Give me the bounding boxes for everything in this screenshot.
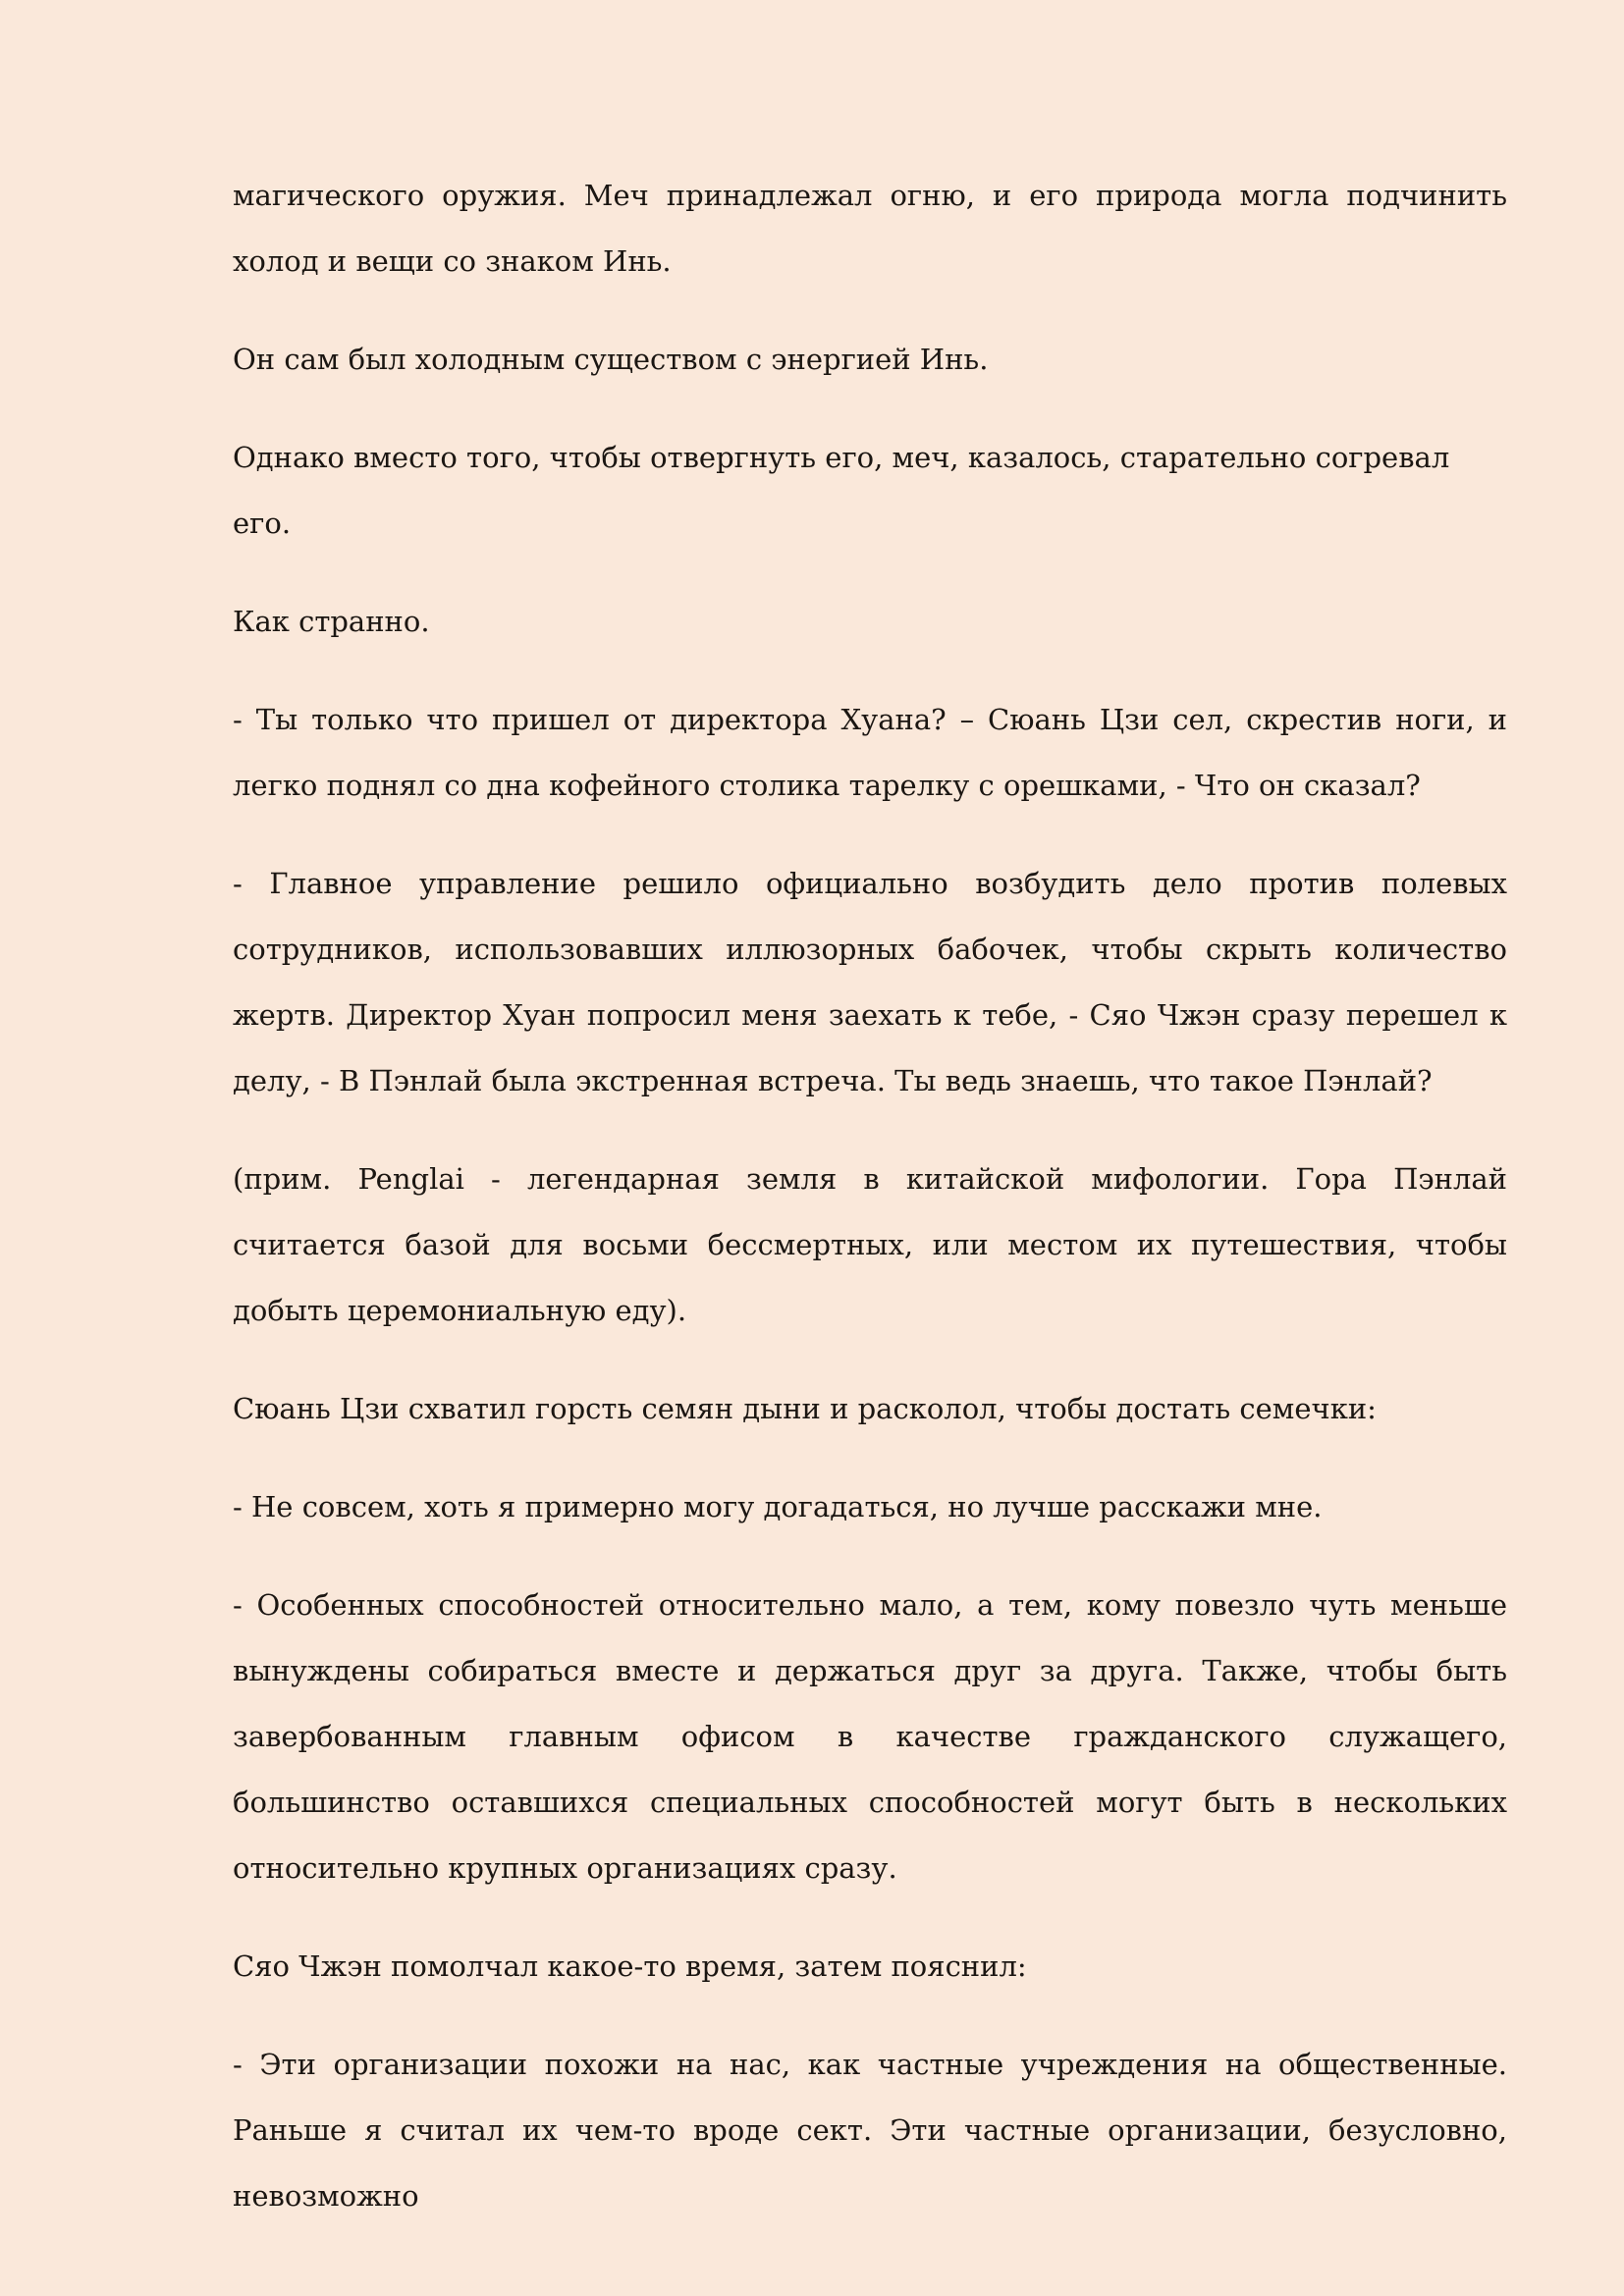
paragraph-10: - Особенных способностей относительно мало, а тем, кому повезло чуть меньше вынуждены собираться вместе и держаться друг за друга. Также, чтобы быть завербованным главным офисом в качестве гражданского служащего, большинство оставшихся специальных способностей могут быть в нескольких относительно крупных организациях сразу. [233,1588,1507,1885]
paragraph-5: - Ты только что пришел от директора Хуана? – Сюань Цзи сел, скрестив ноги, и легко поднял со дна кофейного столика тарелку с орешками, - Что он сказал? [233,703,1507,802]
document-page [233,163,1507,2262]
paragraph-11: Сяо Чжэн помолчал какое-то время, затем пояснил: [233,1949,1027,1983]
paragraph-12: - Эти организации похожи на нас, как частные учреждения на общественные. Раньше я считал их чем-то вроде сект. Эти частные организации, безусловно, невозможно [233,2048,1507,2213]
paragraph-9: - Не совсем, хоть я примерно могу догадаться, но лучше расскажи мне. [233,1490,1323,1523]
paragraph-6: - Главное управление решило официально возбудить дело против полевых сотрудников, использовавших иллюзорных бабочек, чтобы скрыть количество жертв. Директор Хуан попросил меня заехать к тебе, - Сяо Чжэн сразу перешел к делу, - В Пэнлай была экстренная встреча. Ты ведь знаешь, что такое Пэнлай? [233,867,1507,1097]
paragraph-7: (прим. Penglai - легендарная земля в китайской мифологии. Гора Пэнлай считается базой для восьми бессмертных, или местом их путешествия, чтобы добыть церемониальную еду). [233,1162,1507,1327]
paragraph-1: магического оружия. Меч принадлежал огню, и его природа могла подчинить холод и вещи со знаком Инь. [233,179,1507,278]
paragraph-4: Как странно. [233,605,430,638]
paragraph-3: Однако вместо того, чтобы отвергнуть его, меч, казалось, старательно согревал его. [233,441,1450,540]
paragraph-2: Он сам был холодным существом с энергией Инь. [233,343,989,376]
paragraph-8: Сюань Цзи схватил горсть семян дыни и расколол, чтобы достать семечки: [233,1392,1377,1425]
